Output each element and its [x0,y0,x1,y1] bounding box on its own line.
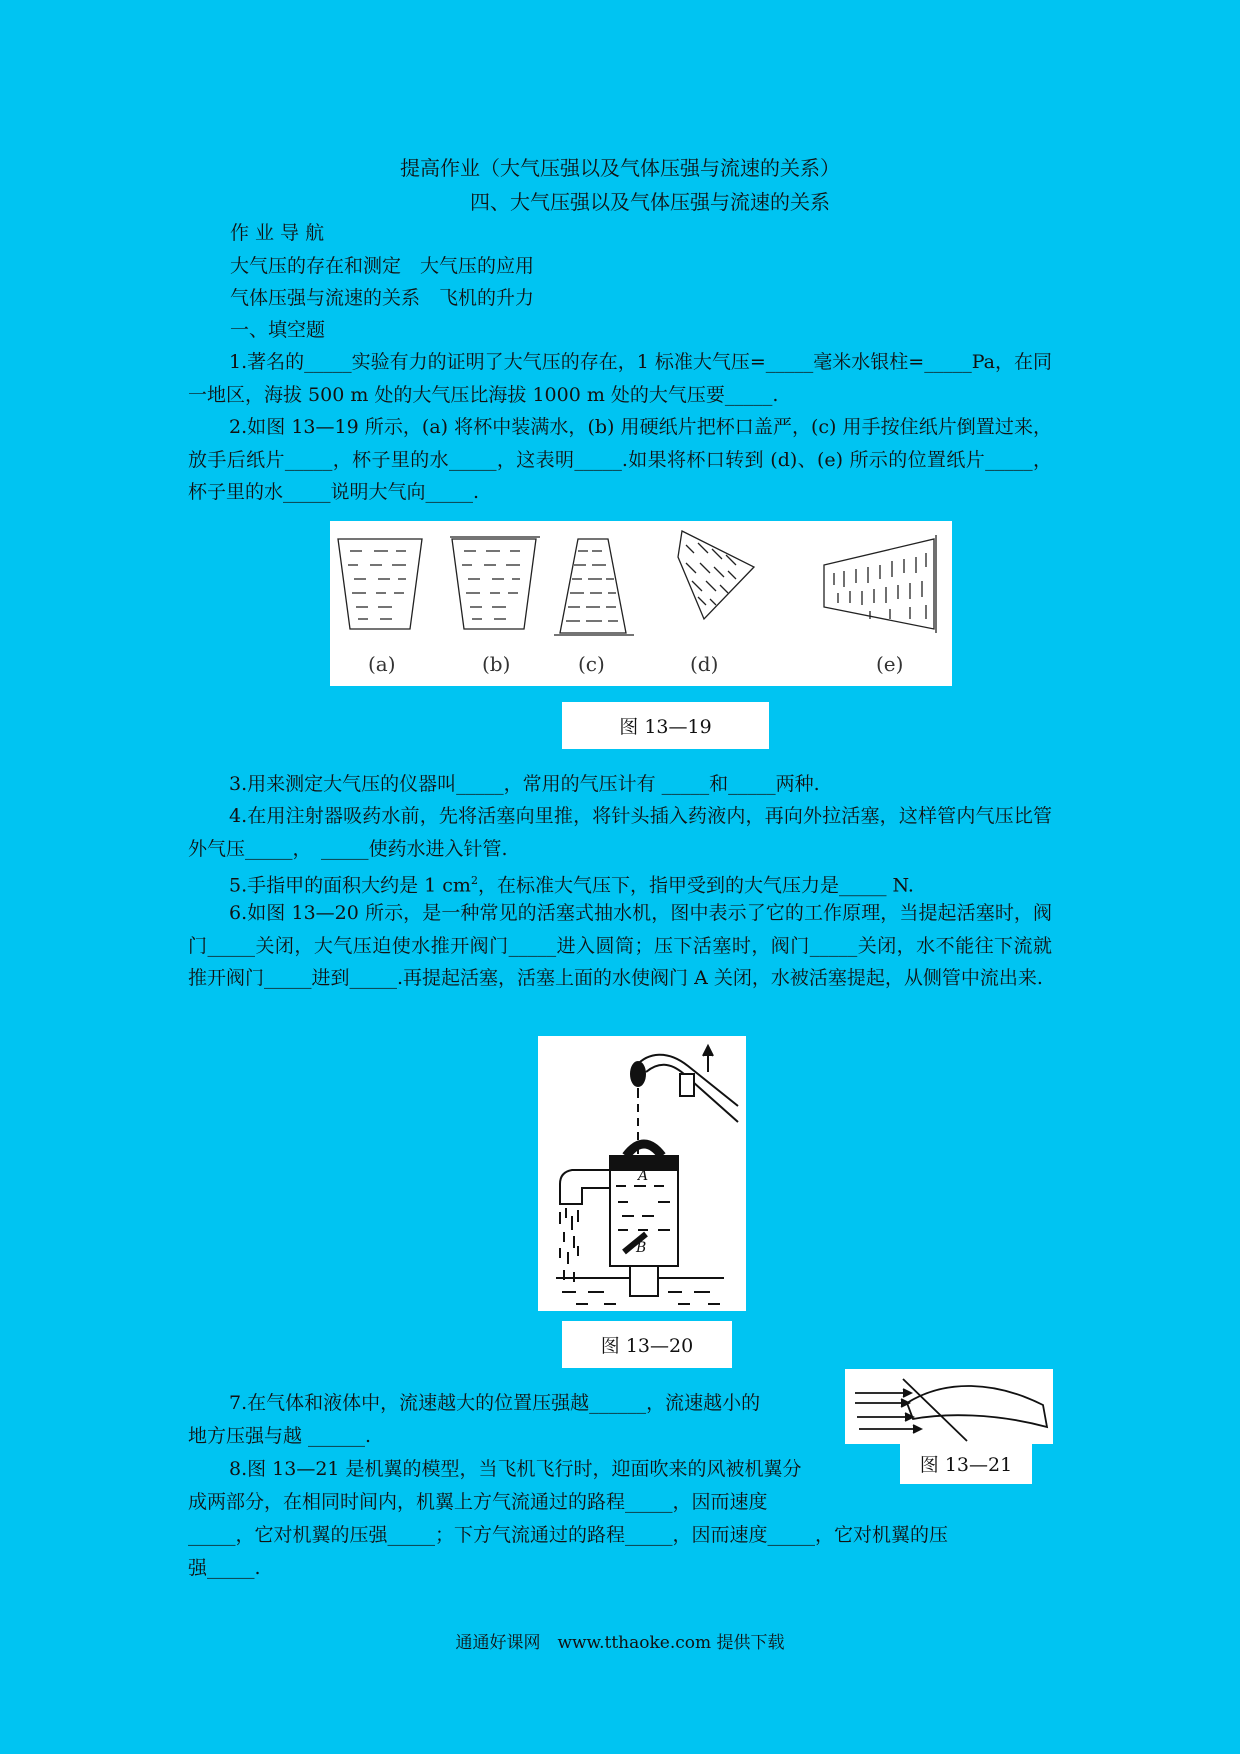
figure-13-19 [330,521,952,686]
question-2 [188,411,1052,509]
figure-13-20-caption: 图 13—20 [562,1321,732,1368]
question-3 [188,768,1052,801]
question-8-line-3: _____，它对机翼的压强_____；下方气流通过的路程_____，因而速度_____，它对机翼的压 [188,1524,949,1546]
question-5-text-a: 5.手指甲的面积大约是 1 cm [229,874,471,897]
cup-c [554,539,634,635]
figure-13-21-caption: 图 13—21 [900,1443,1032,1484]
question-7-line-2: 地方压强与越 ______. [188,1425,372,1447]
fig19-label-d: (d) [690,652,719,676]
wing-diagram [845,1369,1053,1444]
question-3-text: 3.用来测定大气压的仪器叫_____，常用的气压计有 _____和_____两种. [229,773,820,795]
section-heading: 一、填空题 [230,319,326,341]
question-4 [188,800,1052,865]
figure-13-21 [845,1369,1053,1444]
fig19-label-b: (b) [482,652,511,676]
question-8-line-4: 强_____. [188,1557,261,1579]
question-5-superscript: 2 [470,874,478,887]
question-1 [188,346,1052,411]
question-8-line-1: 8.图 13—21 是机翼的模型，当飞机飞行时，迎面吹来的风被机翼分 [229,1458,802,1480]
nav-topic-1: 大气压的存在和测定 大气压的应用 [230,255,535,277]
question-6 [188,897,1052,995]
question-6-text: 6.如图 13—20 所示，是一种常见的活塞式抽水机，图中表示了它的工作原理，当提起活塞时，阀门_____关闭，大气压迫使水推开阀门_____进入圆筒；压下活塞时，阀门_____关闭，水不能往下流就推开阀门_____进到_____.再提起活塞，活塞上面的水使阀门 A 关闭，水被活塞提起，从侧管中流出来. [188,902,1052,989]
cup-a [338,539,422,629]
fig19-label-c: (c) [578,652,605,676]
cup-e [812,535,936,633]
cup-diagram [330,521,952,686]
figure-13-19-caption: 图 13—19 [562,702,769,749]
pump-diagram [538,1036,746,1311]
fig19-label-a: (a) [368,652,396,676]
question-1-text: 1.著名的_____实验有力的证明了大气压的存在，1 标准大气压=_____毫米水银柱=_____Pa，在同一地区，海拔 500 m 处的大气压比海拔 1000 m 处的大气压要_____. [188,351,1052,406]
question-8-line-2: 成两部分，在相同时间内，机翼上方气流通过的路程_____，因而速度 [188,1491,768,1513]
fig19-label-e: (e) [876,652,904,676]
valve-label-a: A [638,1168,649,1184]
question-5-text-b: ，在标准大气压下，指甲受到的大气压力是_____ N. [477,874,914,897]
question-2-text: 2.如图 13—19 所示，(a) 将杯中装满水，(b) 用硬纸片把杯口盖严，(c) 用手按住纸片倒置过来，放手后纸片_____，杯子里的水_____，这表明_____.如果将杯口转到 (d)、(e) 所示的位置纸片_____，杯子里的水_____说明大气向_____. [188,416,1052,503]
footer-credit: 通通好课网 www.tthaoke.com 提供下载 [455,1633,785,1653]
page-title: 提高作业（大气压强以及气体压强与流速的关系） [400,156,840,180]
cup-b [450,537,540,629]
figure-13-20 [538,1036,746,1311]
nav-topic-2: 气体压强与流速的关系 飞机的升力 [230,287,535,309]
page-subtitle: 四、大气压强以及气体压强与流速的关系 [470,190,830,214]
question-4-text: 4.在用注射器吸药水前，先将活塞向里推，将针头插入药液内，再向外拉活塞，这样管内气压比管外气压_____， _____使药水进入针管. [188,805,1052,860]
valve-label-b: B [636,1240,647,1256]
cup-d [678,531,754,619]
question-7-line-1: 7.在气体和液体中，流速越大的位置压强越______，流速越小的 [229,1392,761,1414]
nav-heading: 作 业 导 航 [230,222,325,244]
